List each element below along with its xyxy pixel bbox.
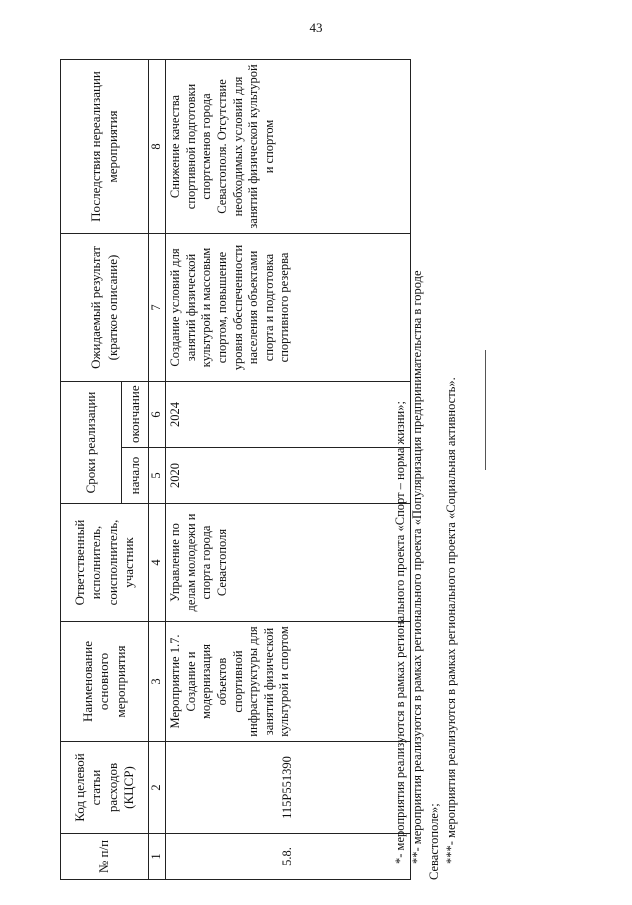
header-name: Наименование основного мероприятия — [61, 622, 149, 742]
header-terms: Сроки реализации — [61, 381, 122, 503]
page-number: 43 — [309, 20, 323, 35]
divider-line — [485, 350, 486, 470]
header-num: № п/п — [61, 834, 149, 880]
col-number: 6 — [149, 381, 166, 447]
header-start: начало — [122, 448, 149, 504]
table-row — [166, 59, 411, 879]
footnote-2: **- мероприятия реализуются в рамках регионального проекта «Популяризация предпринимательства в городе — [409, 270, 424, 864]
row-start: 2020 — [166, 448, 411, 504]
row-end: 2024 — [166, 381, 411, 447]
col-number: 4 — [149, 504, 166, 622]
footnote-3: ***- мероприятия реализуются в рамках регионального проекта «Социальная активность». — [443, 377, 458, 864]
footnotes — [392, 40, 460, 880]
row-code: 115P551390 — [166, 742, 411, 834]
footnote-1: *- мероприятия реализуются в рамках регионального проекта «Спорт – норма жизни»; — [393, 401, 407, 864]
header-result: Ожидаемый результат (краткое описание) — [61, 233, 149, 381]
row-result: Создание условий для занятий физической культурой и массовым спортом, повышение уровня обеспеченности населения объектами спорта и подготовка спортивного резерва — [166, 233, 411, 381]
col-number: 3 — [149, 622, 166, 742]
col-number: 1 — [149, 834, 166, 880]
measures-table — [60, 59, 411, 880]
header-code: Код целевой статьи расходов (КЦСР) — [61, 742, 149, 834]
rotated-content — [40, 20, 600, 880]
row-num: 5.8. — [166, 834, 411, 880]
footnote-2-continued: Севастополе»; — [426, 803, 441, 880]
col-number: 2 — [149, 742, 166, 834]
header-responsible: Ответственный исполнитель, соисполнитель, участник — [61, 504, 149, 622]
row-name: Мероприятие 1.7. Создание и модернизация объектов спортивной инфраструктуры для занятий физической культурой и спортом — [166, 622, 411, 742]
header-consequences: Последствия нереализации мероприятия — [61, 59, 149, 233]
col-number: 8 — [149, 59, 166, 233]
col-number: 5 — [149, 448, 166, 504]
row-consequences: Снижение качества спортивной подготовки спортсменов города Севастополя. Отсутствие необходимых условий для занятий физической культурой и спортом — [166, 59, 411, 233]
col-number: 7 — [149, 233, 166, 381]
header-end: окончание — [122, 381, 149, 447]
row-responsible: Управление по делам молодежи и спорта города Севастополя — [166, 504, 411, 622]
